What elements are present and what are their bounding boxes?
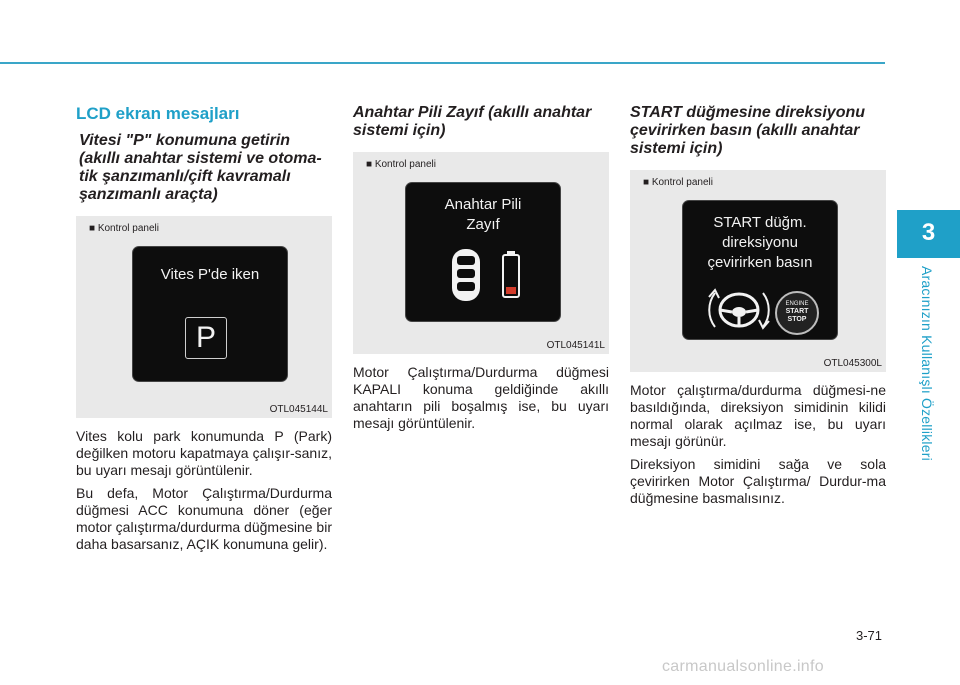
subhead-key-battery: Anahtar Pili Zayıf (akıllı anahtar sistemi için) [353, 104, 592, 139]
header-rule [0, 62, 885, 64]
watermark: carmanualsonline.info [662, 658, 824, 675]
smart-key-icon [446, 247, 526, 305]
section-title: LCD ekran mesajları [76, 104, 240, 123]
chapter-number: 3 [921, 219, 936, 246]
button-text-start: START [785, 308, 809, 315]
figure-code: OTL045141L [546, 340, 605, 351]
column-2 [353, 104, 609, 432]
column-3 [630, 104, 886, 507]
lcd-screen [405, 182, 561, 322]
figure-vites-p [76, 216, 332, 418]
subhead-vites-p: Vitesi "P" konumuna getirin (akıllı anahtar sistemi ve otoma-tik şanzımanlı/çift kavramalı şanzımanlı araçta) [79, 132, 322, 203]
button-text-engine: ENGINE [785, 301, 809, 307]
paragraph-1: Motor çalıştırma/durdurma düğmesi-ne basıldığında, direksiyon simidinin kilidi normal olarak açılmaz ise, bu uyarı mesajı görünür. [630, 382, 886, 449]
button-text-stop: STOP [787, 316, 807, 323]
lcd-screen [682, 200, 838, 340]
screen-line-3: çevirirken basın [707, 254, 813, 271]
figure-caption: ■ Kontrol paneli [89, 223, 159, 234]
page-number: 3-71 [856, 628, 883, 643]
paragraph-2: Direksiyon simidini sağa ve sola çevirirken Motor Çalıştırma/ Durdur-ma düğmesine basmalısınız. [630, 456, 886, 506]
gear-p-indicator: P [185, 317, 227, 359]
chapter-label: Aracınızın Kullanışlı Özellikleri [919, 266, 935, 461]
screen-line-2: Zayıf [466, 216, 500, 233]
screen-line-1: START düğm. [713, 214, 807, 231]
subhead-start-steering: START düğmesine direksiyonu çevirirken basın (akıllı anahtar sistemi için) [630, 104, 866, 157]
figure-caption: ■ Kontrol paneli [366, 159, 436, 170]
engine-start-stop-button-icon [775, 291, 819, 335]
figure-code: OTL045300L [823, 358, 882, 369]
screen-line-1: Anahtar Pili [444, 196, 522, 213]
paragraph-2: Bu defa, Motor Çalıştırma/Durdurma düğmesi ACC konumuna döner (eğer motor çalıştırma/durdurma düğmesine bir daha basarsanız, AÇIK konumuna gelir). [76, 485, 332, 552]
figure-start-steering [630, 170, 886, 372]
paragraph-1: Motor Çalıştırma/Durdurma düğmesi KAPALI konuma geldiğinde akıllı anahtarın pili boşalmış ise, bu uyarı mesajı görüntülenir. [353, 364, 609, 431]
figure-code: OTL045144L [269, 404, 328, 415]
chapter-tab[interactable] [897, 210, 960, 258]
screen-message: Vites P'de iken [160, 266, 260, 283]
screen-line-2: direksiyonu [722, 234, 798, 251]
figure-key-battery [353, 152, 609, 354]
figure-caption: ■ Kontrol paneli [643, 177, 713, 188]
column-1 [76, 104, 332, 553]
paragraph-1: Vites kolu park konumunda P (Park) değilken motoru kapatmaya çalışır-sanız, bu uyarı mesajı görüntülenir. [76, 428, 332, 478]
steering-wheel-icon [701, 281, 777, 337]
lcd-screen [132, 246, 288, 382]
